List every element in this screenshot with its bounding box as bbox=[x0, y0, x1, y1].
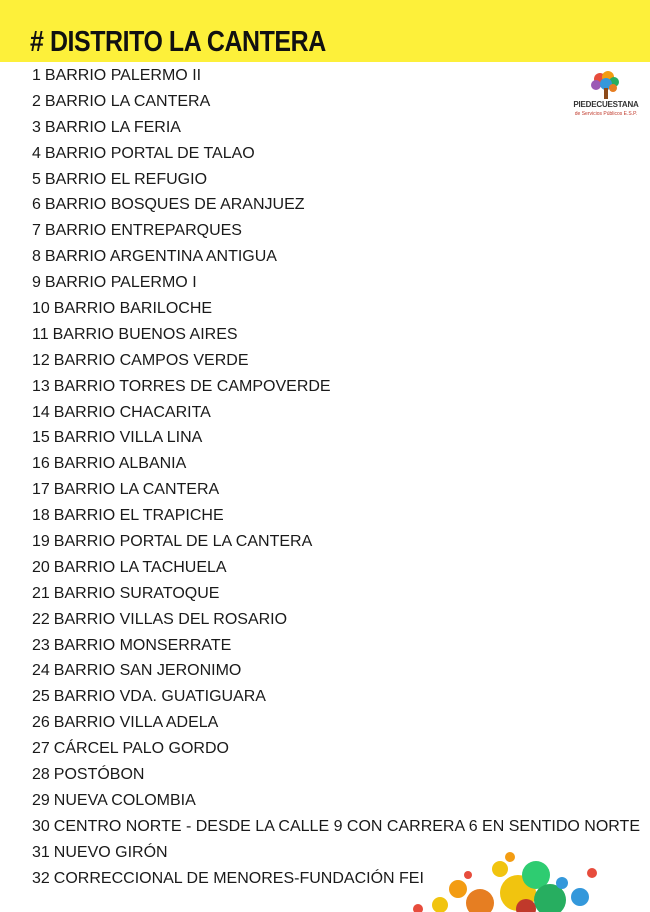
list-item bbox=[32, 244, 640, 270]
list-item-number: 14 bbox=[32, 403, 50, 421]
list-item-number: 22 bbox=[32, 610, 50, 628]
list-item bbox=[32, 451, 640, 477]
list-item-number: 27 bbox=[32, 740, 50, 758]
decorative-dots-graphic bbox=[400, 845, 650, 912]
list-item-number: 8 bbox=[32, 248, 41, 266]
list-item-number: 1 bbox=[32, 67, 41, 84]
list-item bbox=[32, 658, 640, 684]
list-item-name: CORRECCIONAL DE MENORES-FUNDACIÓN FEI bbox=[53, 869, 424, 887]
list-item-number: 6 bbox=[32, 196, 41, 214]
list-item-name: BARRIO VILLAS DEL ROSARIO bbox=[53, 610, 288, 628]
list-item bbox=[32, 89, 640, 115]
list-item-number: 9 bbox=[32, 274, 41, 292]
list-item bbox=[32, 374, 640, 400]
list-item bbox=[32, 788, 640, 814]
list-item-name: BARRIO CHACARITA bbox=[53, 403, 211, 421]
list-item-number: 20 bbox=[32, 558, 50, 576]
list-item-name: BARRIO PALERMO I bbox=[44, 274, 197, 292]
list-item-number: 31 bbox=[32, 843, 50, 861]
list-item-number: 4 bbox=[32, 144, 41, 162]
list-item bbox=[32, 684, 640, 710]
list-item-name: BARRIO LA TACHUELA bbox=[53, 558, 227, 576]
barrio-list bbox=[32, 63, 640, 892]
list-item-number: 23 bbox=[32, 636, 50, 654]
list-item-name: BARRIO VILLA ADELA bbox=[53, 714, 219, 732]
list-item bbox=[32, 736, 640, 762]
list-item-number: 18 bbox=[32, 507, 50, 525]
list-item-number: 32 bbox=[32, 869, 50, 887]
list-item bbox=[32, 63, 640, 89]
list-item-name: CENTRO NORTE - DESDE LA CALLE 9 CON CARRERA 6 EN SENTIDO NORTE bbox=[53, 817, 640, 835]
list-item bbox=[32, 192, 640, 218]
list-item-name: CÁRCEL PALO GORDO bbox=[53, 740, 229, 758]
list-item-number: 3 bbox=[32, 118, 41, 136]
list-item-name: BARRIO TORRES DE CAMPOVERDE bbox=[53, 377, 331, 395]
list-item bbox=[32, 529, 640, 555]
list-item bbox=[32, 218, 640, 244]
list-item-name: BARRIO CAMPOS VERDE bbox=[53, 351, 249, 369]
list-item-name: BARRIO PORTAL DE LA CANTERA bbox=[53, 533, 313, 551]
list-item-number: 25 bbox=[32, 688, 50, 706]
list-item bbox=[32, 141, 640, 167]
list-item-number: 19 bbox=[32, 533, 50, 551]
list-item-number: 30 bbox=[32, 817, 50, 835]
list-item-number: 7 bbox=[32, 222, 41, 240]
list-item-number: 10 bbox=[32, 300, 50, 318]
list-item-name: POSTÓBON bbox=[53, 766, 145, 784]
list-item-name: BARRIO EL TRAPICHE bbox=[53, 507, 224, 525]
list-item-name: BARRIO VILLA LINA bbox=[53, 429, 203, 447]
list-item-number: 29 bbox=[32, 791, 50, 809]
list-item-name: NUEVA COLOMBIA bbox=[53, 791, 196, 809]
list-item-number: 13 bbox=[32, 377, 50, 395]
page-title: # DISTRITO LA CANTERA bbox=[30, 26, 326, 58]
list-item-name: BARRIO BARILOCHE bbox=[53, 300, 213, 318]
list-item-number: 24 bbox=[32, 662, 50, 680]
list-item-number: 11 bbox=[32, 325, 49, 343]
logo-subtitle: de Servicios Públicos E.S.P. bbox=[574, 111, 638, 117]
list-item-name: BARRIO SURATOQUE bbox=[53, 584, 220, 602]
list-item-name: BARRIO LA CANTERA bbox=[53, 481, 220, 499]
list-item-number: 12 bbox=[32, 351, 50, 369]
list-item bbox=[32, 270, 640, 296]
list-item bbox=[32, 115, 640, 141]
list-item-number: 28 bbox=[32, 766, 50, 784]
list-item bbox=[32, 167, 640, 193]
list-item-number: 16 bbox=[32, 455, 50, 473]
list-item-name: BARRIO PORTAL DE TALAO bbox=[44, 144, 255, 162]
list-item-number: 2 bbox=[32, 92, 41, 110]
list-item bbox=[32, 814, 640, 840]
list-item bbox=[32, 322, 640, 348]
list-item bbox=[32, 762, 640, 788]
list-item bbox=[32, 710, 640, 736]
list-item-name: BARRIO LA CANTERA bbox=[44, 92, 211, 110]
list-item-name: BARRIO BOSQUES DE ARANJUEZ bbox=[44, 196, 305, 214]
list-item bbox=[32, 477, 640, 503]
list-item-name: BARRIO ARGENTINA ANTIGUA bbox=[44, 248, 277, 266]
list-item bbox=[32, 296, 640, 322]
list-item-number: 21 bbox=[32, 584, 50, 602]
list-item bbox=[32, 555, 640, 581]
list-item-name: BARRIO EL REFUGIO bbox=[44, 170, 208, 188]
list-item-number: 5 bbox=[32, 170, 41, 188]
header-banner bbox=[0, 0, 650, 62]
list-item-number: 17 bbox=[32, 481, 50, 499]
list-item-number: 15 bbox=[32, 429, 50, 447]
list-item-name: BARRIO MONSERRATE bbox=[53, 636, 232, 654]
list-item-name: BARRIO VDA. GUATIGUARA bbox=[53, 688, 266, 706]
list-item-name: BARRIO PALERMO II bbox=[44, 67, 202, 84]
list-item-number: 26 bbox=[32, 714, 50, 732]
list-item bbox=[32, 633, 640, 659]
list-item bbox=[32, 425, 640, 451]
list-item-name: BARRIO BUENOS AIRES bbox=[52, 325, 238, 343]
list-item-name: NUEVO GIRÓN bbox=[53, 843, 168, 861]
list-item-name: BARRIO SAN JERONIMO bbox=[53, 662, 242, 680]
list-item bbox=[32, 400, 640, 426]
list-item-name: BARRIO ENTREPARQUES bbox=[44, 222, 242, 240]
list-item bbox=[32, 503, 640, 529]
list-item bbox=[32, 607, 640, 633]
logo-name: PIEDECUESTANA bbox=[573, 100, 639, 109]
list-item bbox=[32, 581, 640, 607]
list-item-name: BARRIO ALBANIA bbox=[53, 455, 187, 473]
list-item-name: BARRIO LA FERIA bbox=[44, 118, 181, 136]
list-item bbox=[32, 348, 640, 374]
